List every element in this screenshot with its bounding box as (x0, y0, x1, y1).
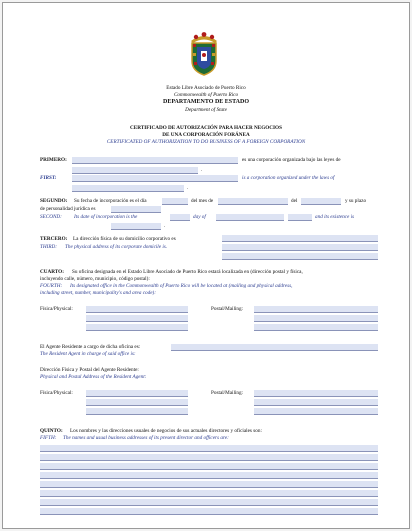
office-physical-line-3[interactable] (86, 324, 188, 331)
third-text: The physical address of its corporate domicile is. (65, 244, 168, 250)
quinto-label: QUINTO: (40, 428, 63, 434)
officers-line-6[interactable] (40, 490, 378, 497)
officers-line-4[interactable] (40, 472, 378, 479)
department-title: DEPARTAMENTO DE ESTADO (162, 99, 250, 105)
fourth-text-2: including street, number, municipality's and area code): (40, 290, 156, 296)
tercero-label: TERCERO: (40, 236, 68, 242)
primero-label: PRIMERO: (40, 157, 67, 163)
segundo-y-plazo: y su plazo (345, 198, 367, 204)
domicile-address-line-3[interactable] (222, 253, 378, 260)
first-label: FIRST: (40, 175, 57, 181)
domicile-address-line-2[interactable] (222, 244, 378, 251)
tercero-text: La dirección física de su domicilio corporativo es (73, 236, 176, 242)
agent-postal-line-3[interactable] (254, 408, 378, 415)
form-page (2, 2, 410, 529)
second-existence: and its existence is (315, 214, 355, 220)
primero-text: es una corporación organizada bajo las leyes de (242, 157, 341, 163)
office-postal-line-3[interactable] (254, 324, 378, 331)
agent-postal-label: Postal/Mailing: (211, 390, 243, 396)
cuarto-text-2: incluyendo calle, número, municipio, código postal): (40, 276, 150, 282)
corporation-name-field[interactable] (72, 157, 238, 164)
incorporation-year-field-en[interactable] (288, 214, 312, 221)
existence-field-en[interactable] (111, 223, 161, 230)
second-day-of: day of (193, 214, 206, 220)
office-postal-line-1[interactable] (254, 306, 378, 313)
second-label: SECOND: (40, 214, 62, 220)
incorporation-year-field[interactable] (301, 198, 341, 205)
domicile-address-line-1[interactable] (222, 235, 378, 242)
form-title-en: CERTIFICATED OF AUTHORIZATION TO DO BUSINESS OF A FOREIGN CORPORATION (106, 139, 306, 145)
header-line-2: Commonwealth of Puerto Rico (173, 92, 239, 98)
officers-line-8[interactable] (40, 508, 378, 515)
segundo-del: del (291, 198, 298, 204)
office-postal-line-2[interactable] (254, 315, 378, 322)
officers-line-1[interactable] (40, 445, 378, 452)
officers-line-2[interactable] (40, 454, 378, 461)
office-physical-line-1[interactable] (86, 306, 188, 313)
form-title-es-2: DE UNA CORPORACIÓN FORÁNEA (162, 132, 250, 138)
incorporation-day-field[interactable] (162, 198, 188, 205)
segundo-label: SEGUNDO: (40, 198, 68, 204)
quinto-text: Los nombres y las direcciones usuales de negocios de sus actuales directores y oficiales son: (70, 428, 262, 434)
agent-postal-line-2[interactable] (254, 399, 378, 406)
office-postal-label: Postal/Mailing: (211, 306, 243, 312)
fourth-label: FOURTH: (40, 283, 63, 289)
fourth-text-1: Its designated office in the Commonwealth of Puerto Rico will be located at (mailing and physical address, (70, 283, 293, 289)
laws-of-field-en[interactable] (72, 185, 184, 192)
first-dot: . (187, 185, 189, 191)
header-line-1: Estado Libre Asociado de Puerto Rico (166, 85, 246, 91)
coat-of-arms-seal (187, 31, 221, 77)
resident-agent-field[interactable] (171, 344, 378, 351)
cuarto-label: CUARTO: (40, 269, 64, 275)
primero-dot: . (201, 167, 203, 173)
agent-address-label-es: Dirección Física y Postal del Agente Residente: (40, 367, 139, 373)
second-text: Its date of incorporation is the (74, 214, 138, 220)
agent-physical-line-3[interactable] (86, 408, 188, 415)
officers-line-5[interactable] (40, 481, 378, 488)
incorporation-month-field[interactable] (218, 198, 288, 205)
officers-line-7[interactable] (40, 499, 378, 506)
office-physical-line-2[interactable] (86, 315, 188, 322)
cuarto-text-1: Su oficina designada en el Estado Libre Asociado de Puerto Rico estará localizada en (dirección postal y física, (72, 269, 303, 275)
office-physical-label: Física/Physical: (40, 306, 73, 312)
segundo-del-mes: del mes de (191, 198, 214, 204)
agent-postal-line-1[interactable] (254, 390, 378, 397)
laws-of-field[interactable] (72, 167, 198, 174)
incorporation-month-field-en[interactable] (216, 214, 284, 221)
department-subtitle: Department of State (185, 107, 227, 113)
corporation-name-field-en[interactable] (72, 175, 238, 182)
fifth-label: FIFTH: (40, 435, 57, 441)
incorporation-day-field-en[interactable] (170, 214, 190, 221)
form-title-es-1: CERTIFICADO DE AUTORIZACIÓN PARA HACER NEGOCIOS (130, 125, 282, 131)
agent-address-label-en: Physical and Postal Address of the Resident Agent: (40, 374, 147, 380)
agent-physical-line-2[interactable] (86, 399, 188, 406)
segundo-juridica: de personalidad jurídica es (40, 206, 96, 212)
second-dot: . (164, 223, 166, 229)
first-text: is a corporation organized under the laws of (242, 175, 335, 181)
segundo-text: Su fecha de incorporación es el día (74, 198, 147, 204)
legal-term-field[interactable] (111, 206, 161, 213)
agent-label-es: El Agente Residente a cargo de dicha oficina es: (40, 344, 141, 350)
agent-physical-line-1[interactable] (86, 390, 188, 397)
agent-label-en: The Resident Agent in charge of said office is: (40, 351, 136, 357)
fifth-text: The names and usual business addresses of its present director and officers are: (63, 435, 229, 441)
third-label: THIRD: (40, 244, 58, 250)
officers-line-3[interactable] (40, 463, 378, 470)
agent-physical-label: Física/Physical: (40, 390, 73, 396)
